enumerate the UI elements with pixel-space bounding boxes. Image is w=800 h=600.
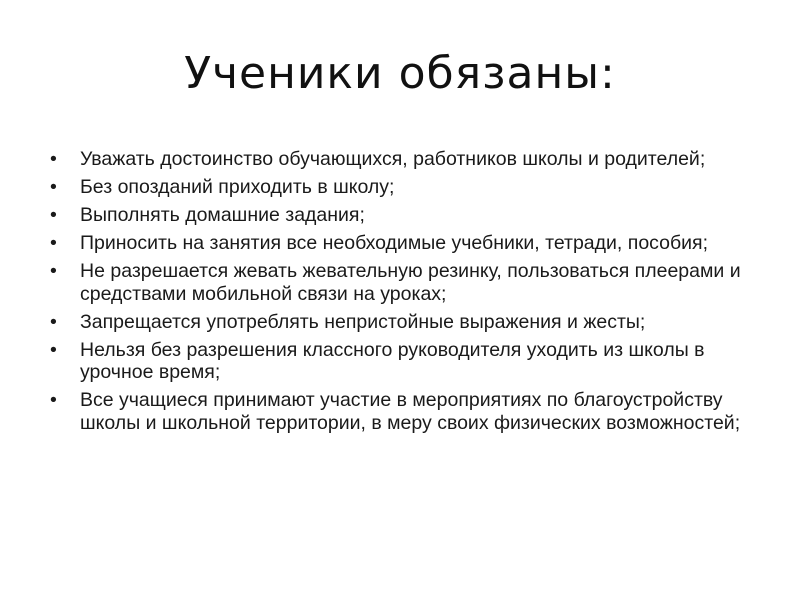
slide-title: Ученики обязаны: [184, 48, 616, 99]
list-item-text: Выполнять домашние задания; [80, 204, 365, 226]
list-item [50, 260, 750, 305]
list-item [50, 232, 750, 255]
list-item [50, 204, 750, 227]
list-item [50, 176, 750, 199]
list-item-text: Нельзя без разрешения классного руководителя уходить из школы в урочное время; [80, 338, 705, 383]
list-item-text: Не разрешается жевать жевательную резинку, пользоваться плеерами и средствами мобильной связи на уроках; [80, 260, 741, 305]
bullet-list [50, 148, 750, 440]
bullet-icon: • [50, 148, 57, 170]
list-item [50, 148, 750, 171]
bullet-icon: • [50, 204, 57, 226]
list-item [50, 389, 750, 434]
list-item-text: Уважать достоинство обучающихся, работников школы и родителей; [80, 148, 706, 170]
bullet-icon: • [50, 338, 57, 361]
bullet-icon: • [50, 232, 57, 254]
list-item-text: Приносить на занятия все необходимые учебники, тетради, пособия; [80, 232, 709, 254]
bullet-icon: • [50, 260, 57, 282]
list-item-text: Все учащиеся принимают участие в мероприятиях по благоустройству школы и школьной территории, в меру своих физических возможностей; [80, 389, 741, 434]
list-item-text: Запрещается употреблять непристойные выражения и жесты; [80, 310, 646, 333]
list-item [50, 339, 750, 384]
bullet-icon: • [50, 389, 57, 411]
bullet-icon: • [50, 176, 57, 198]
list-item [50, 311, 750, 334]
bullet-icon: • [50, 310, 57, 333]
list-item-text: Без опозданий приходить в школу; [80, 176, 395, 198]
